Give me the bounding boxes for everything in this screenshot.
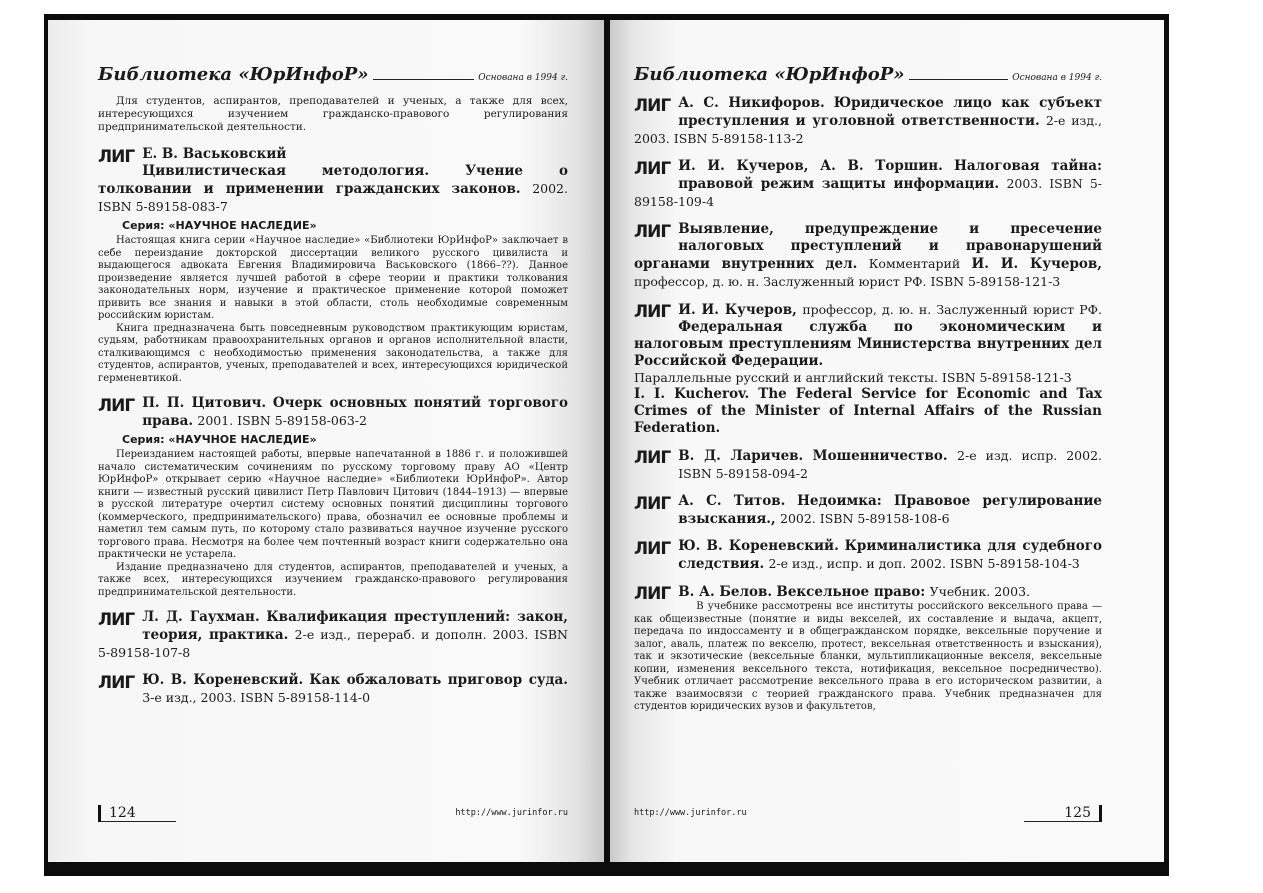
publisher-logo-icon: ЛИГ: [634, 539, 671, 559]
publisher-logo-icon: ЛИГ: [98, 673, 135, 693]
book-title: Федеральная служба по экономическим и налоговым преступлениям Министерства внутренних дел Российской Федерации.: [634, 319, 1102, 369]
book-author: П. П. Цитович.: [142, 395, 267, 411]
book-pub-info: 2002. ISBN 5-89158-108-6: [780, 511, 950, 526]
english-title: I. I. Kucherov. The Federal Service for Economic and Tax Crimes of the Minister of Internal Affairs of the Russian Federation.: [634, 386, 1102, 436]
book-title: Очерк основных понятий торгового права.: [142, 395, 568, 429]
publisher-logo-icon: ЛИГ: [634, 96, 671, 116]
book-entry: [98, 609, 568, 662]
book-pub-info: 2-е изд., испр. и доп. 2002. ISBN 5-89158-104-3: [768, 556, 1080, 571]
book-pub-info: 2001. ISBN 5-89158-063-2: [197, 413, 367, 428]
book-entry: [98, 672, 568, 707]
book-author: А. С. Никифоров.: [678, 95, 825, 111]
series-label: Серия: «НАУЧНОЕ НАСЛЕДИЕ»: [122, 433, 317, 446]
book-title: Выявление, предупреждение и пресечение налоговых преступлений и правонарушений органами внутренних дел.: [634, 221, 1102, 272]
author-note: профессор, д. ю. н. Заслуженный юрист РФ.: [802, 302, 1103, 317]
book-author: Ю. В. Кореневский.: [142, 672, 304, 688]
book-author: Е. В. Васьковский: [142, 146, 287, 162]
book-commentator: И. И. Кучеров,: [971, 256, 1102, 272]
book-author: И. И. Кучеров, А. В. Торшин.: [678, 158, 943, 174]
book-pub-info: 2002. ISBN 5-89158-083-7: [98, 181, 568, 214]
book-pub-info: Учебник. 2003.: [929, 584, 1031, 599]
book-description: Переизданием настоящей работы, впервые напечатанной в 1886 г. и положившей начало систематическим сочинениям по русскому торговому праву АО «Центр ЮрИнфоР» открывает серию «Научное наследие» «Библиотеки ЮрИнфоР». Автор книги — известный русский цивилист Петр Павлович Цитович (1844–1913) — впервые в русской литературе очертил систему основных понятий дисциплины торгового (коммерческого, предпринимательского) права, обозначил ее основные проблемы и наметил тем самым путь, по которому стало развиваться научное изучение русского торгового права. Несмотря на более чем почтенный возраст книги содержательно она практически не устарела.: [98, 449, 568, 560]
book-title: Квалификация преступлений: закон, теория, практика.: [142, 609, 569, 643]
book-pub-info: 2-е изд., 2003. ISBN 5-89158-113-2: [634, 113, 1103, 146]
book-description: Книга предназначена быть повседневным руководством практикующим юристам, судьям, работникам правоохранительных органов и органов исполнительной власти, сталкивающимся с необходимостью применения законодательства, а также для студентов, аспирантов, ученых, преподавателей и всех, интересующихся юридической герменевтикой.: [98, 322, 568, 384]
book-entry: [634, 447, 1102, 483]
library-title: Библиотека «ЮрИнфоР»: [98, 64, 369, 85]
book-title: Цивилистическая методология. Учение о толковании и применении гражданских законов.: [98, 163, 568, 197]
right-page: [610, 20, 1164, 862]
publisher-logo-icon: ЛИГ: [98, 147, 135, 167]
intro-text: Для студентов, аспирантов, преподавателей и ученых, а также для всех, интересующихся изучением гражданско-правового регулирования предпринимательской деятельности.: [98, 95, 568, 133]
book-title: Вексельное право:: [776, 584, 926, 600]
book-entry: [634, 301, 1102, 437]
book-title: Налоговая тайна: правовой режим защиты информации.: [678, 158, 1103, 192]
publisher-logo-icon: ЛИГ: [634, 494, 671, 514]
book-pub-info: профессор, д. ю. н. Заслуженный юрист РФ. ISBN 5-89158-121-3: [634, 274, 1061, 289]
page-header: [98, 64, 568, 85]
page-number: 125: [1024, 805, 1102, 822]
book-entry: [98, 146, 568, 385]
footer-url: http://www.jurinfor.ru: [455, 808, 568, 818]
publisher-logo-icon: ЛИГ: [98, 396, 135, 416]
page-header: [634, 64, 1102, 85]
series-label: Серия: «НАУЧНОЕ НАСЛЕДИЕ»: [122, 219, 317, 232]
page-footer: [634, 798, 1102, 822]
publisher-logo-icon: ЛИГ: [634, 584, 671, 604]
publisher-logo-icon: ЛИГ: [634, 448, 671, 468]
book-description: В учебнике рассмотрены все институты российского вексельного права — как общеизвестные (понятие и виды векселей, их составление и выдача, акцепт, передача по индоссаменту и в общегражданском порядке, вексельные поручение и залог, аваль, платеж по векселю, протест, вексельная ответственность и взыскания), так и экзотические (вексельные бланки, мультипликационные векселя, вексельные копии, изменения вексельного текста, нотификация, вексельное посредничество). Учебник отличает рассмотрение вексельного права в его историческом развитии, а также взаимосвязи с теорией гражданского права. Учебник предназначен для студентов юридических вузов и факультетов,: [634, 601, 1102, 712]
book-pub-info: 2-е изд. испр. 2002. ISBN 5-89158-094-2: [678, 448, 1103, 481]
book-pub-info: Параллельные русский и английский тексты. ISBN 5-89158-121-3: [634, 370, 1072, 385]
book-author: А. С. Титов.: [678, 493, 786, 509]
book-entry: [634, 583, 1102, 714]
book-entry: [634, 95, 1102, 148]
book-entry: [634, 538, 1102, 573]
publisher-logo-icon: ЛИГ: [634, 159, 671, 179]
header-rule: [909, 79, 1009, 80]
publisher-logo-icon: ЛИГ: [634, 302, 671, 322]
book-title: Мошенничество.: [812, 448, 948, 464]
book-author: В. А. Белов.: [678, 584, 773, 600]
book-entry: [634, 493, 1102, 528]
page-footer: [98, 798, 568, 822]
book-author: Л. Д. Гаухман.: [142, 609, 260, 625]
page-number: 124: [98, 805, 176, 822]
book-pub-info: 2-е изд., перераб. и дополн. 2003. ISBN 5-89158-107-8: [98, 627, 568, 660]
book-description: Издание предназначено для студентов, аспирантов, преподавателей и ученых, а также всех, интересующихся изучением гражданско-правового регулирования предпринимательской деятельности.: [98, 561, 568, 598]
book-pub-info: 3-е изд., 2003. ISBN 5-89158-114-0: [142, 690, 371, 705]
founded-note: Основана в 1994 г.: [1012, 73, 1102, 83]
book-entry: [634, 158, 1102, 211]
book-author: В. Д. Ларичев.: [678, 448, 804, 464]
header-rule: [373, 79, 475, 80]
library-title: Библиотека «ЮрИнфоР»: [634, 64, 905, 85]
book-title: Как обжаловать приговор суда.: [309, 672, 568, 688]
book-title: Криминалистика для судебного следствия.: [678, 538, 1102, 572]
book-pub-info: 2003. ISBN 5-89158-109-4: [634, 176, 1103, 209]
left-page: [48, 20, 604, 862]
book-description: Настоящая книга серии «Научное наследие» «Библиотеки ЮрИнфоР» заключает в себе переиздание докторской диссертации великого русского цивилиста и выдающегося адвоката Евгения Владимировича Васьковского (1866–??). Данное произведение является лучшей работой в сфере теории и практики толкования законодательных норм, изучение и практическое применение которой поможет привить все знания и навыки в этой области, столь необходимые современным российским юристам.: [98, 235, 568, 321]
book-author: И. И. Кучеров,: [678, 302, 797, 318]
book-entry: [98, 395, 568, 599]
publisher-logo-icon: ЛИГ: [634, 222, 671, 242]
book-entry: [634, 221, 1102, 291]
book-pub-prefix: Комментарий: [868, 256, 961, 271]
publisher-logo-icon: ЛИГ: [98, 610, 135, 630]
book-author: Ю. В. Кореневский.: [678, 538, 839, 554]
book-title: Недоимка: Правовое регулирование взыскания.,: [678, 493, 1102, 527]
founded-note: Основана в 1994 г.: [478, 73, 568, 83]
footer-url: http://www.jurinfor.ru: [634, 808, 747, 818]
book-title: Юридическое лицо как субъект преступления и уголовной ответственности.: [678, 95, 1102, 129]
